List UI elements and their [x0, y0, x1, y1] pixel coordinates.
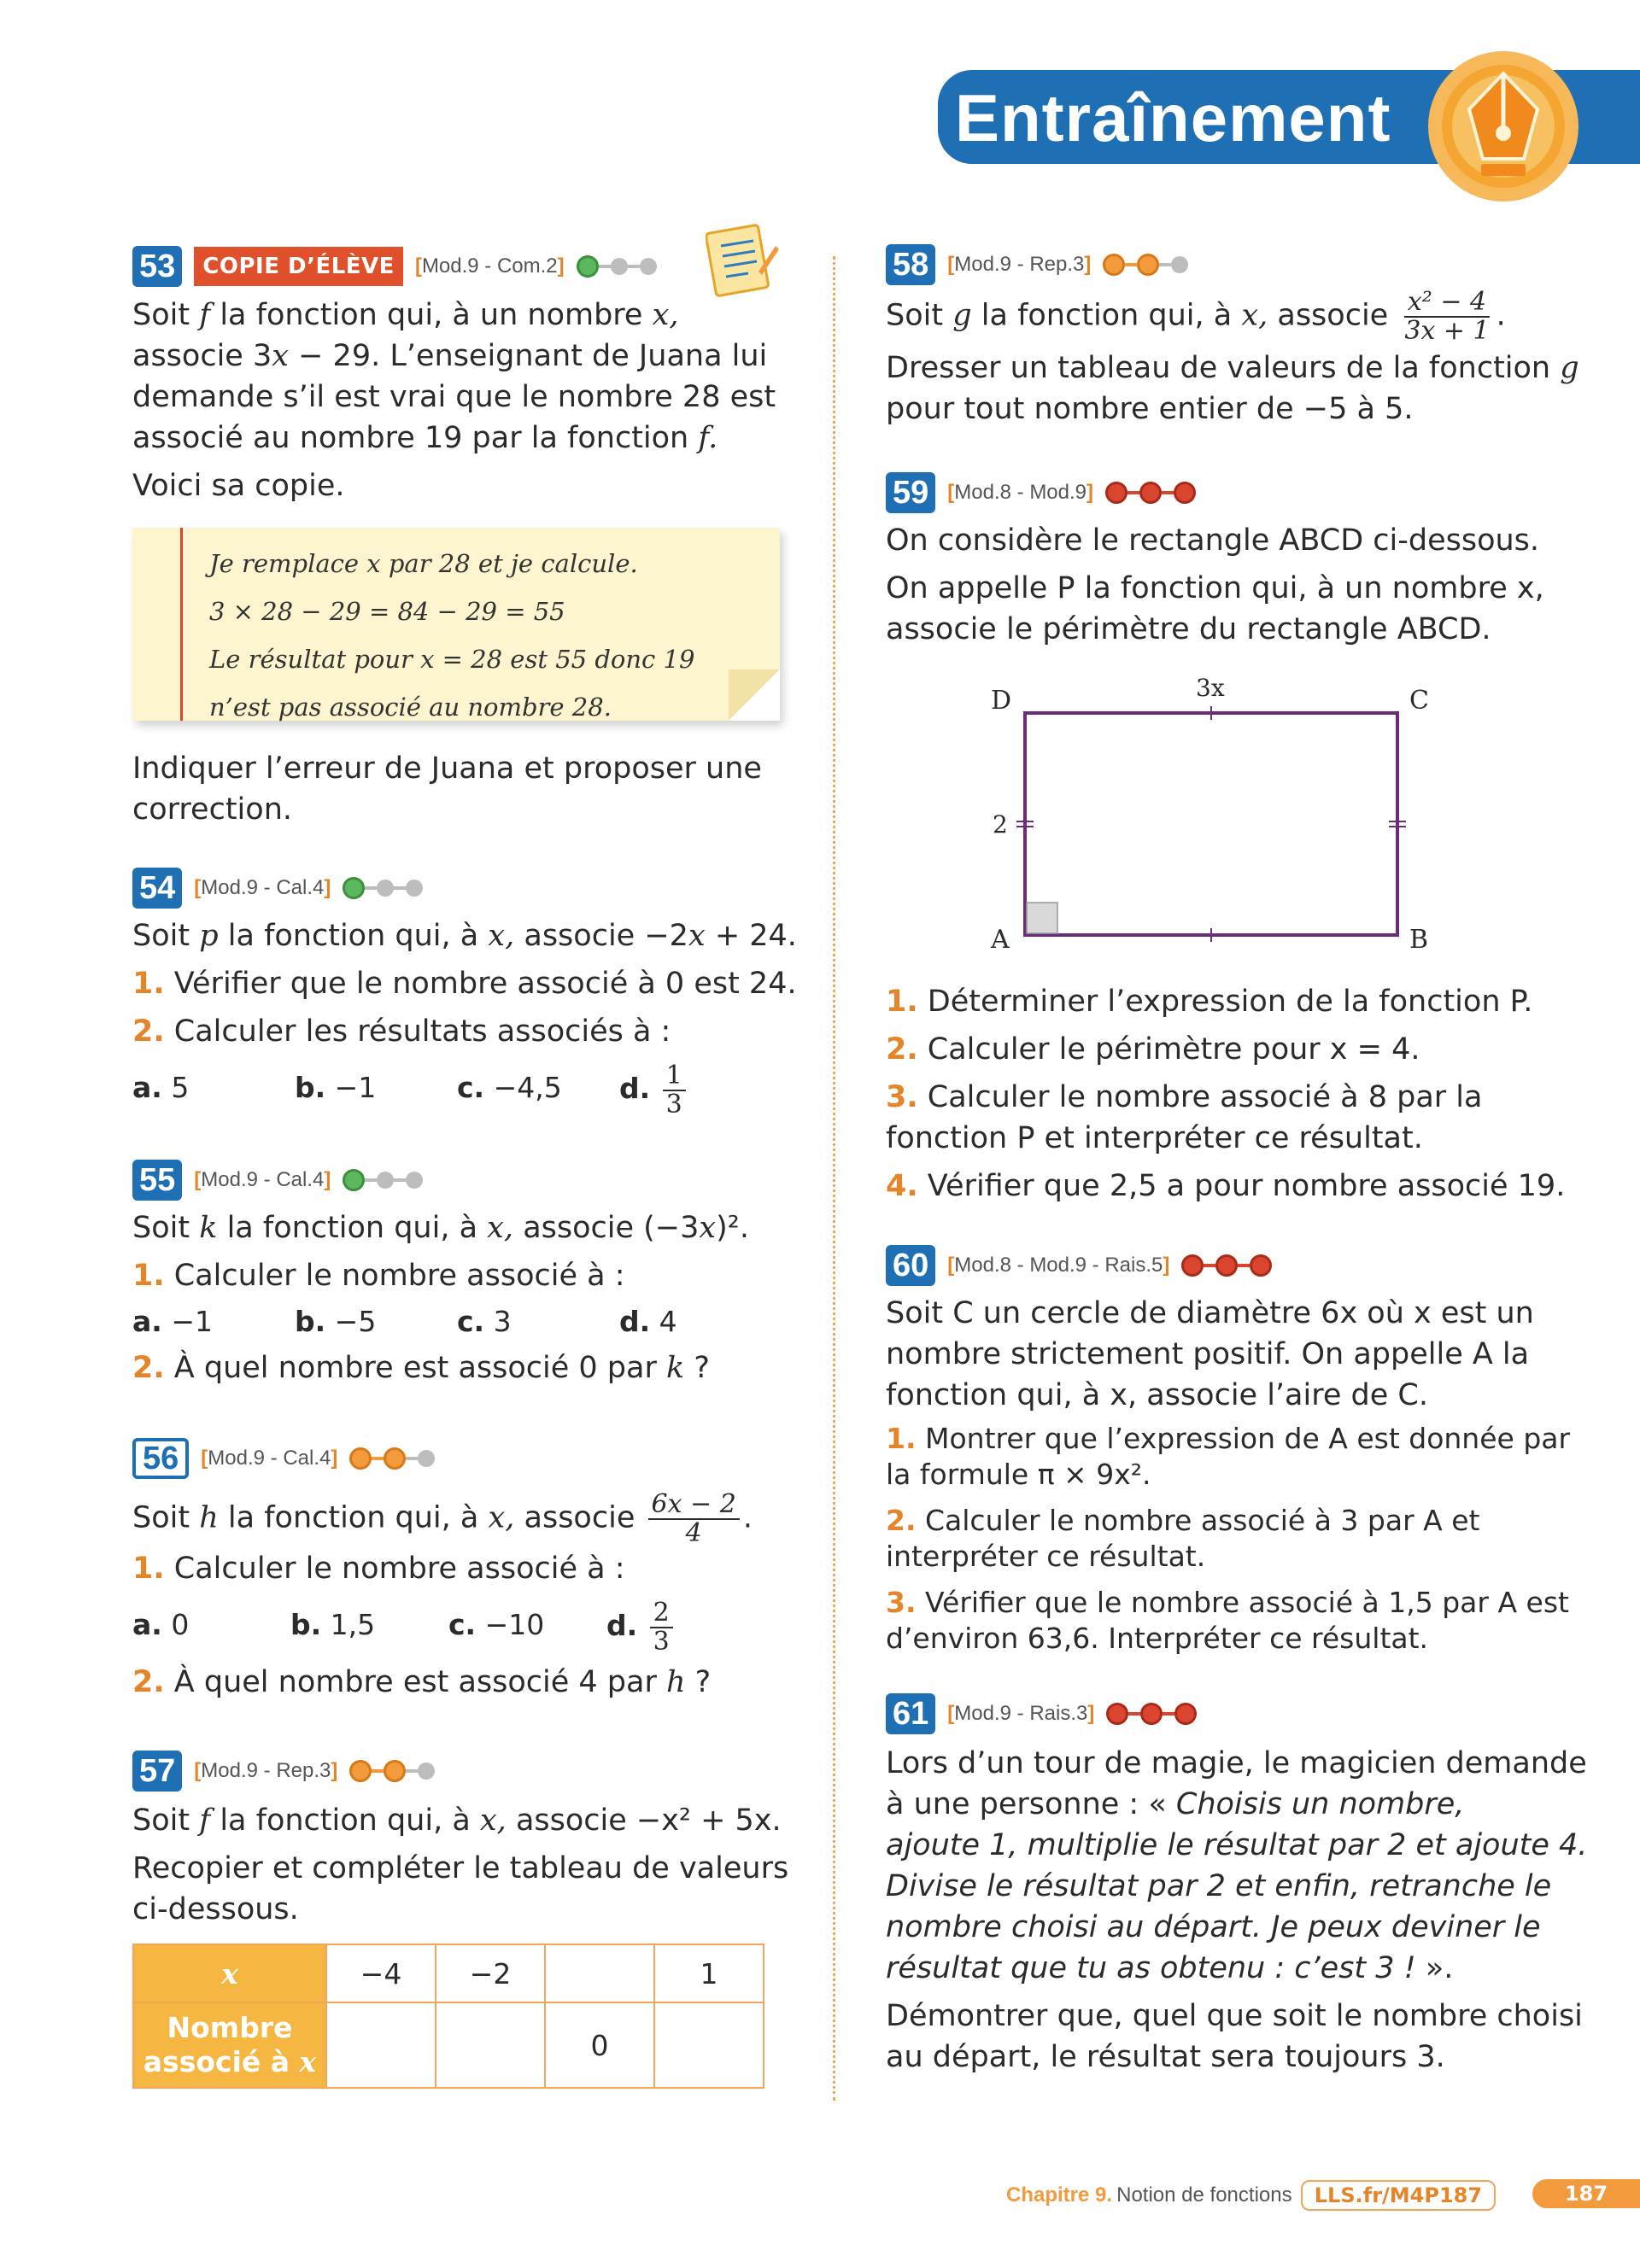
exercise-55 — [132, 1160, 816, 1388]
statement-line: correction. — [132, 792, 292, 827]
option-c: c. −10 — [448, 1608, 545, 1641]
statement-line: au départ, le résultat sera toujours 3. — [886, 2040, 1445, 2074]
difficulty-indicator — [349, 1760, 435, 1782]
fountain-pen-badge-icon — [1425, 48, 1582, 205]
statement-line: Soit k la fonction qui, à x, associe (−3x)². — [132, 1211, 749, 1245]
table-cell — [326, 2002, 436, 2088]
statement-line: Soit g la fonction qui, à x, associe $\frac{\text{x² − 4}}{3x + 1}$ . — [886, 287, 1506, 346]
statement-line: Démontrer que, quel que soit le nombre choisi — [886, 1999, 1583, 2033]
exercise-57 — [132, 1751, 816, 1930]
question-2-cont: interpréter ce résultat. — [886, 1540, 1206, 1573]
vertex-label-c: C — [1409, 686, 1429, 716]
column-separator — [833, 256, 835, 2101]
statement-line: Soit f la fonction qui, à x, associe −x² + 5x. — [132, 1803, 782, 1838]
option-a: a. 5 — [132, 1071, 190, 1104]
question-2: 2. Calculer le périmètre pour x = 4. — [886, 1032, 1420, 1067]
statement-line: On appelle P la fonction qui, à un nombre x, — [886, 571, 1544, 605]
statement-line: Lors d’un tour de magie, le magicien demande — [886, 1746, 1587, 1780]
difficulty-indicator — [349, 1447, 435, 1470]
competency-ref: [Mod.9 - Cal.4] — [194, 1168, 331, 1191]
table-cell — [545, 1944, 654, 2002]
footer-chapter: Chapitre 9. — [1006, 2183, 1113, 2207]
student-copy-note — [132, 528, 780, 721]
difficulty-indicator — [1103, 254, 1188, 276]
table-header: x — [133, 1944, 326, 2002]
option-c: c. −4,5 — [457, 1071, 562, 1104]
table-cell: 0 — [545, 2002, 654, 2088]
exercise-number: 59 — [886, 472, 935, 513]
rectangle-shape — [1025, 713, 1397, 935]
answer-options — [132, 1599, 816, 1655]
exercise-number: 60 — [886, 1245, 935, 1286]
option-d: d. $\frac{1}{3}$ — [619, 1062, 782, 1118]
competency-ref: [Mod.9 - Rep.3] — [194, 1759, 338, 1782]
copy-line: n’est pas associé au nombre 28. — [209, 693, 612, 722]
statement-line: associé au nombre 19 par la fonction f. — [132, 421, 718, 455]
question-3-cont: d’environ 63,6. Interpréter ce résultat. — [886, 1622, 1429, 1655]
statement-line: ci-dessous. — [132, 1892, 299, 1926]
statement-line: nombre choisi au départ. Je peux deviner le — [886, 1910, 1541, 1944]
statement-line: ajoute 1, multiplie le résultat par 2 et ajoute 4. — [886, 1828, 1588, 1862]
option-d: d. $\frac{2}{3}$ — [606, 1599, 769, 1655]
exercise-59-questions — [886, 981, 1603, 1207]
footer-title: Notion de fonctions — [1116, 2183, 1292, 2207]
question-2: 2. Calculer les résultats associés à : — [132, 1014, 671, 1049]
competency-ref: [Mod.9 - Com.2] — [414, 254, 565, 278]
question-3-cont: fonction P et interpréter ce résultat. — [886, 1121, 1423, 1155]
exercise-number: 56 — [132, 1438, 189, 1479]
table-row — [133, 1944, 764, 2002]
question-1-cont: la formule π × 9x². — [886, 1458, 1151, 1491]
question-1: 1. Déterminer l’expression de la fonction P. — [886, 985, 1533, 1019]
statement-line: associe 3x − 29. L’enseignant de Juana lui — [132, 339, 768, 373]
difficulty-indicator — [1106, 1703, 1197, 1725]
footer — [1006, 2176, 1496, 2215]
copy-line: 3 × 28 − 29 = 84 − 29 = 55 — [209, 597, 565, 626]
difficulty-indicator — [577, 255, 657, 278]
values-table — [132, 1944, 764, 2089]
copy-line: Je remplace x par 28 et je calcule. — [209, 549, 638, 578]
notepad-icon — [706, 220, 779, 299]
option-a: a. −1 — [132, 1305, 213, 1338]
statement-line: Indiquer l’erreur de Juana et proposer une — [132, 751, 762, 786]
table-row — [133, 2002, 764, 2088]
table-header: Nombre associé à x — [133, 2002, 326, 2088]
option-b: b. 1,5 — [290, 1608, 376, 1641]
page-fold — [729, 669, 780, 721]
vertex-label-d: D — [991, 686, 1012, 716]
exercise-number: 61 — [886, 1693, 935, 1734]
statement-line: demande s’il est vrai que le nombre 28 est — [132, 380, 776, 414]
question-3: 3. Calculer le nombre associé à 8 par la — [886, 1080, 1483, 1114]
exercise-54 — [132, 868, 816, 1118]
option-b: b. −5 — [295, 1305, 377, 1338]
statement-line: résultat que tu as obtenu : c’est 3 ! ». — [886, 1951, 1454, 1985]
side-label-2: 2 — [993, 810, 1008, 839]
difficulty-indicator — [1105, 482, 1196, 504]
table-cell — [436, 2002, 545, 2088]
competency-ref: [Mod.9 - Rep.3] — [947, 253, 1092, 276]
question-4: 4. Vérifier que 2,5 a pour nombre associé 19. — [886, 1169, 1566, 1203]
statement-line: Recopier et compléter le tableau de valeurs — [132, 1851, 789, 1885]
right-angle-mark — [1027, 903, 1057, 933]
statement-line: fonction qui, à x, associe l’aire de C. — [886, 1378, 1428, 1412]
statement-line: Dresser un tableau de valeurs de la fonction g — [886, 351, 1579, 385]
question-1: 1. Vérifier que le nombre associé à 0 est 24. — [132, 967, 797, 1001]
difficulty-indicator — [1181, 1254, 1272, 1277]
question-1: 1. Montrer que l’expression de A est donnée par — [886, 1422, 1571, 1455]
exercise-number: 54 — [132, 868, 182, 909]
option-b: b. −1 — [295, 1071, 377, 1104]
footer-link[interactable]: LLS.fr/M4P187 — [1301, 2180, 1496, 2211]
option-d: d. 4 — [619, 1305, 677, 1338]
statement-line: Voici sa copie. — [132, 469, 345, 503]
page-title: Entraînement — [955, 80, 1391, 155]
exercise-56 — [132, 1438, 816, 1703]
exercise-number: 58 — [886, 244, 935, 285]
table-cell — [654, 2002, 764, 2088]
competency-ref: [Mod.9 - Cal.4] — [201, 1447, 338, 1470]
side-label-3x: 3x — [1196, 674, 1225, 702]
option-a: a. 0 — [132, 1608, 190, 1641]
table-cell: −4 — [326, 1944, 436, 2002]
question-2: 2. À quel nombre est associé 0 par k ? — [132, 1351, 710, 1385]
exercise-53-statement — [132, 295, 816, 506]
question-2: 2. À quel nombre est associé 4 par h ? — [132, 1665, 712, 1699]
statement-line: pour tout nombre entier de −5 à 5. — [886, 392, 1414, 426]
exercise-59 — [886, 472, 1586, 650]
page-number: 187 — [1532, 2179, 1640, 2208]
question-2: 2. Calculer le nombre associé à 3 par A et — [886, 1504, 1480, 1537]
exercise-number: 57 — [132, 1751, 182, 1792]
option-c: c. 3 — [457, 1305, 512, 1338]
vertex-label-a: A — [991, 925, 1010, 955]
competency-ref: [Mod.8 - Mod.9 - Rais.5] — [947, 1254, 1170, 1277]
statement-line: à une personne : « Choisis un nombre, — [886, 1787, 1465, 1821]
margin-line — [180, 528, 183, 721]
statement-line: nombre strictement positif. On appelle A la — [886, 1337, 1530, 1371]
statement-line: associe le périmètre du rectangle ABCD. — [886, 612, 1491, 646]
question-1: 1. Calculer le nombre associé à : — [132, 1552, 625, 1586]
statement-line: On considère le rectangle ABCD ci-dessous. — [886, 523, 1540, 558]
statement-line: Soit f la fonction qui, à un nombre x, — [132, 298, 679, 332]
question-1: 1. Calculer le nombre associé à : — [132, 1259, 625, 1293]
difficulty-indicator — [343, 877, 423, 899]
copy-line: Le résultat pour x = 28 est 55 donc 19 — [209, 645, 695, 674]
statement-line: Soit p la fonction qui, à x, associe −2x + 24. — [132, 919, 797, 953]
vertex-label-b: B — [1409, 925, 1429, 955]
table-cell: −2 — [436, 1944, 545, 2002]
answer-options — [132, 1062, 816, 1118]
competency-ref: [Mod.9 - Rais.3] — [947, 1702, 1095, 1725]
competency-ref: [Mod.8 - Mod.9] — [947, 481, 1094, 504]
exercise-61 — [886, 1693, 1603, 2078]
exercise-53-question — [132, 748, 816, 830]
rectangle-abcd-figure — [982, 670, 1461, 961]
statement-line: Divise le résultat par 2 et enfin, retranche le — [886, 1869, 1552, 1903]
exercise-number: 55 — [132, 1160, 182, 1201]
statement-line: Soit h la fonction qui, à x, associe $\frac{6x - 2}{4}$ . — [132, 1489, 753, 1548]
table-cell: 1 — [654, 1944, 764, 2002]
exercise-58 — [886, 244, 1586, 430]
exercise-number: 53 — [132, 246, 182, 287]
answer-options — [132, 1296, 816, 1347]
exercise-60 — [886, 1245, 1603, 1657]
statement-line: Soit C un cercle de diamètre 6x où x est un — [886, 1296, 1534, 1330]
difficulty-indicator — [343, 1169, 423, 1191]
question-3: 3. Vérifier que le nombre associé à 1,5 par A est — [886, 1586, 1569, 1619]
competency-ref: [Mod.9 - Cal.4] — [194, 876, 331, 899]
copie-eleve-tag: COPIE D’ÉLÈVE — [194, 247, 403, 286]
